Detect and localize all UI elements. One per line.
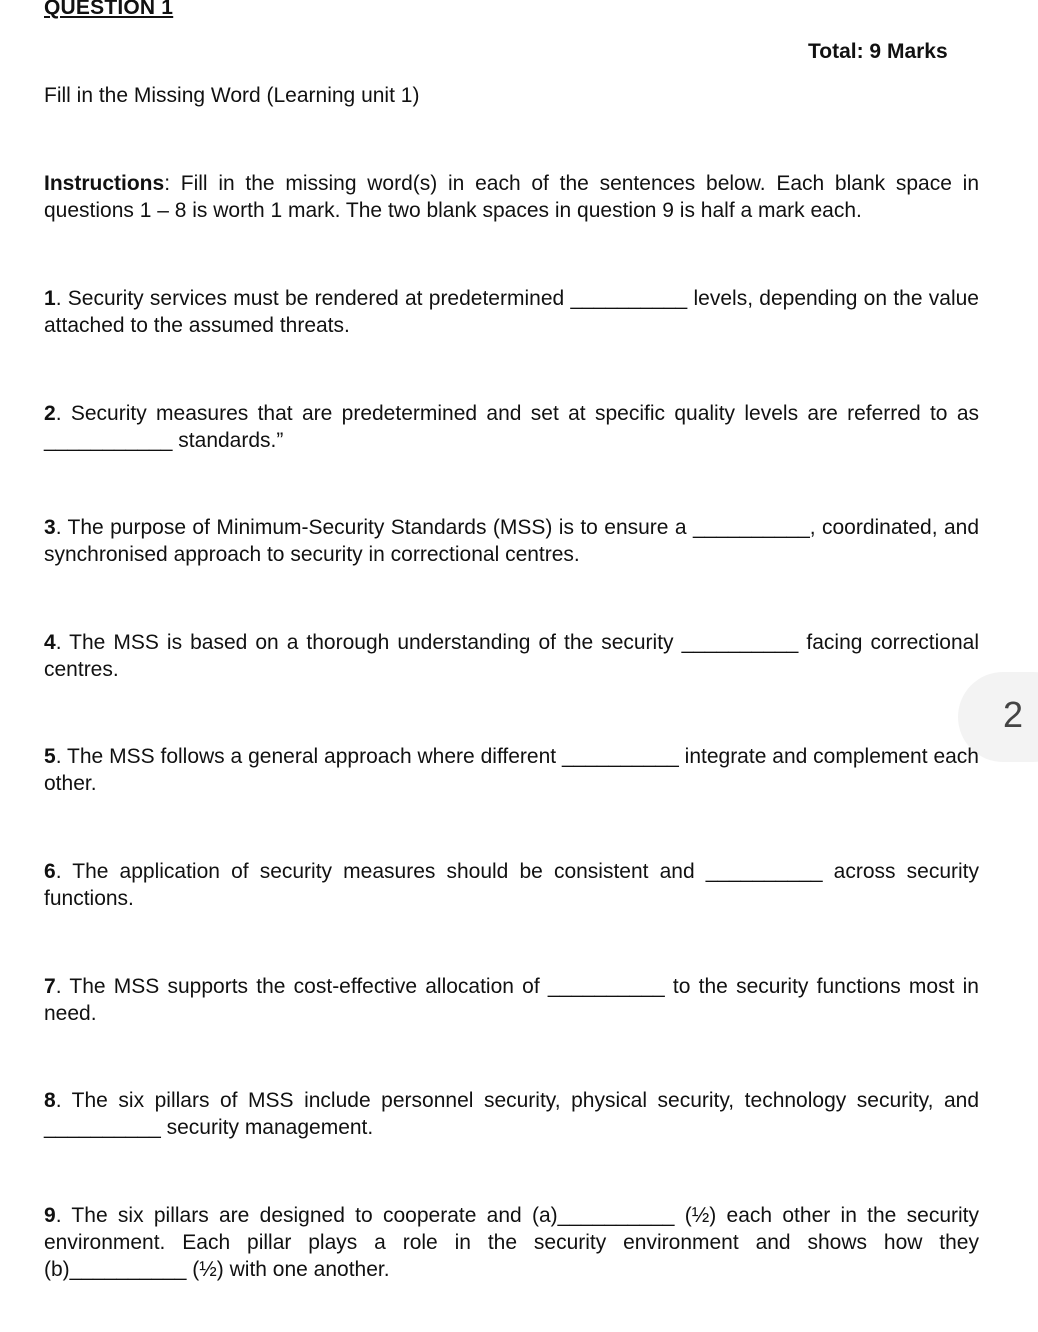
- question-text: . The six pillars are designed to cooperate and (a)__________ (½) each other in the security environment. Each pillar plays a role in the security environment and shows how they (b)__________ (½) with one another.: [44, 1204, 979, 1281]
- question-3: [44, 514, 979, 568]
- question-number: 7: [44, 975, 56, 998]
- question-number: 3: [44, 516, 56, 539]
- question-2: [44, 400, 979, 454]
- question-6: [44, 858, 979, 912]
- question-number: 5: [44, 745, 56, 768]
- question-5: [44, 743, 979, 797]
- question-text: . The six pillars of MSS include personnel security, physical security, technology security, and __________ security management.: [44, 1089, 979, 1139]
- question-4: [44, 629, 979, 683]
- question-number: 1: [44, 287, 56, 310]
- question-text: . The MSS supports the cost-effective allocation of __________ to the security functions most in need.: [44, 975, 979, 1025]
- instructions-paragraph: [44, 170, 979, 224]
- question-9: [44, 1202, 979, 1283]
- instructions-label: Instructions: [44, 172, 165, 195]
- question-title: QUESTION 1: [44, 0, 174, 19]
- question-text: . The application of security measures should be consistent and __________ across security functions.: [44, 860, 979, 910]
- question-number: 4: [44, 631, 56, 654]
- total-marks: Total: 9 Marks: [808, 40, 948, 63]
- question-number: 9: [44, 1204, 56, 1227]
- question-text: . Security measures that are predetermined and set at specific quality levels are referred to as ___________ standards.”: [44, 402, 979, 452]
- question-number: 8: [44, 1089, 56, 1112]
- question-8: [44, 1087, 979, 1141]
- question-text: . The purpose of Minimum-Security Standards (MSS) is to ensure a __________, coordinated, and synchronised approach to security in correctional centres.: [44, 516, 979, 566]
- question-1: [44, 285, 979, 339]
- question-text: . Security services must be rendered at predetermined __________ levels, depending on the value attached to the assumed threats.: [44, 287, 979, 337]
- question-text: . The MSS follows a general approach where different __________ integrate and complement each other.: [44, 745, 979, 795]
- section-subtitle: Fill in the Missing Word (Learning unit 1): [44, 84, 420, 107]
- page-number: 2: [1002, 694, 1024, 735]
- question-number: 2: [44, 402, 56, 425]
- question-7: [44, 973, 979, 1027]
- question-text: . The MSS is based on a thorough understanding of the security __________ facing correctional centres.: [44, 631, 979, 681]
- instructions-text: : Fill in the missing word(s) in each of the sentences below. Each blank space in questions 1 – 8 is worth 1 mark. The two blank spaces in question 9 is half a mark each.: [44, 172, 979, 222]
- question-number: 6: [44, 860, 56, 883]
